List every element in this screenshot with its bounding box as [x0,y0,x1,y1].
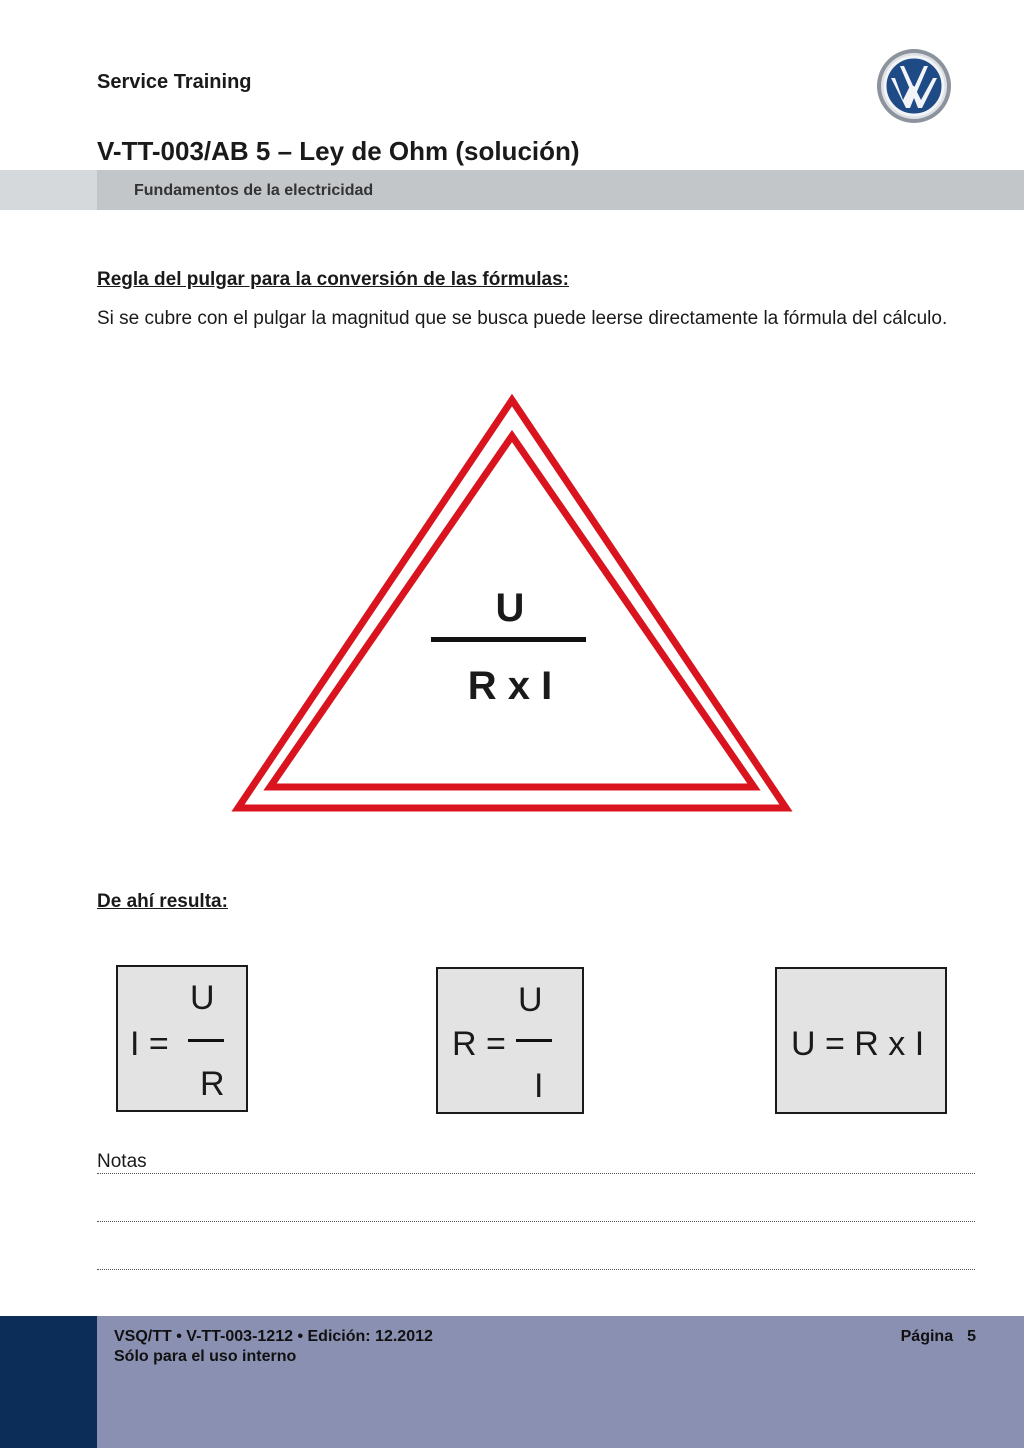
formula-i-lhs: I = [130,1025,169,1063]
formula-box-resistance [436,967,584,1114]
notes-line [97,1221,975,1222]
notes-line [97,1269,975,1270]
subtitle-bar-margin [0,170,97,210]
section-subtitle: Fundamentos de la electricidad [134,182,374,199]
page-label: Página [900,1328,954,1345]
formula-u-text: U = R x I [791,1025,925,1063]
subtitle-bar [0,170,1024,210]
triangle-denominator: R x I [467,664,553,708]
footer-document-id: VSQ/TT • V-TT-003-1212 • Edición: 12.2012 [114,1328,433,1345]
triangle-fraction-bar [431,637,586,642]
formula-i-numerator: U [190,979,215,1017]
formula-r-lhs: R = [452,1025,506,1063]
results-heading: De ahí resulta: [97,891,228,912]
formula-i-bar [188,1039,224,1042]
footer-internal-note: Sólo para el uso interno [114,1348,297,1365]
notes-label: Notas [97,1151,147,1172]
brand-label: Service Training [97,71,252,93]
page-footer [0,1316,1024,1448]
formula-r-numerator: U [518,981,543,1019]
rule-heading: Regla del pulgar para la conversión de las fórmulas: [97,269,569,290]
vw-logo-icon [876,48,952,124]
page-number: 5 [967,1328,976,1345]
notes-line [97,1173,975,1174]
rule-text: Si se cubre con el pulgar la magnitud que se busca puede leerse directamente la fórmula del cálculo. [97,308,948,329]
page-indicator [901,1328,976,1346]
formula-i-denominator: R [200,1065,225,1103]
formula-r-denominator: I [534,1067,544,1105]
formula-box-current [116,965,248,1112]
formula-r-bar [516,1039,552,1042]
formula-box-voltage [775,967,947,1114]
triangle-numerator: U [495,586,525,630]
footer-accent [0,1316,97,1448]
page-title: V-TT-003/AB 5 – Ley de Ohm (solución) [97,136,580,166]
